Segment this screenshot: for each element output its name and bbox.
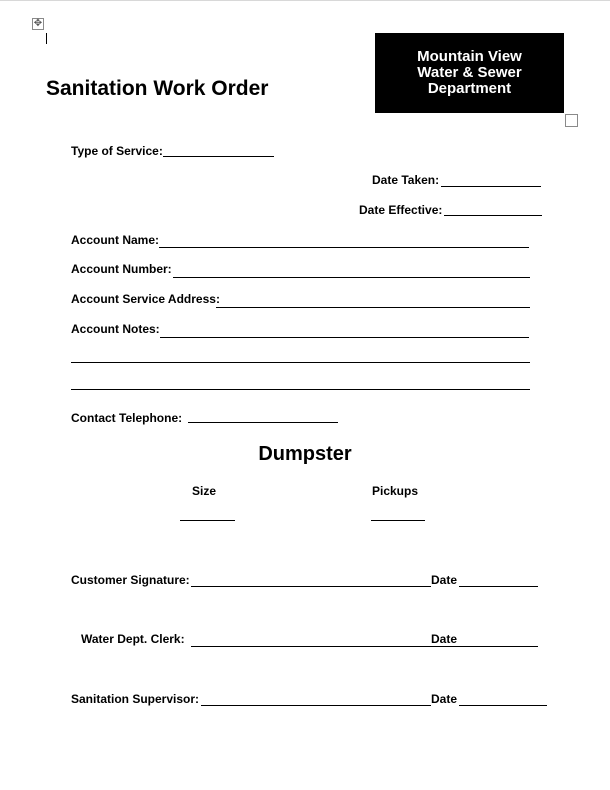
department-line-3: Department — [427, 80, 512, 97]
account-notes-line-2[interactable] — [71, 362, 530, 363]
type-of-service-label: Type of Service: — [71, 144, 163, 158]
account-notes-label: Account Notes: — [71, 322, 160, 336]
account-notes-line-1[interactable] — [160, 337, 529, 338]
contact-telephone-label: Contact Telephone: — [71, 411, 183, 425]
account-service-address-line[interactable] — [216, 307, 530, 308]
move-handle-icon[interactable]: ✥ — [33, 18, 43, 29]
water-dept-clerk-label: Water Dept. Clerk: — [81, 632, 185, 646]
supervisor-date-label: Date — [431, 692, 458, 706]
resize-handle-icon[interactable] — [565, 114, 578, 127]
sanitation-supervisor-label: Sanitation Supervisor: — [71, 692, 200, 706]
account-number-line[interactable] — [173, 277, 530, 278]
size-line[interactable] — [180, 520, 235, 521]
account-number-label: Account Number: — [71, 262, 172, 276]
sanitation-supervisor-line[interactable] — [201, 705, 547, 706]
text-cursor — [46, 33, 47, 44]
date-taken-label: Date Taken: — [372, 173, 440, 187]
contact-telephone-line[interactable] — [188, 422, 338, 423]
account-service-address-label: Account Service Address: — [71, 292, 220, 306]
customer-signature-line[interactable] — [191, 586, 538, 587]
water-dept-clerk-line[interactable] — [191, 646, 538, 647]
type-of-service-line[interactable] — [163, 156, 274, 157]
dumpster-heading: Dumpster — [258, 443, 352, 465]
customer-date-label: Date — [431, 573, 458, 587]
pickups-line[interactable] — [371, 520, 425, 521]
date-effective-line[interactable] — [444, 215, 542, 216]
date-taken-line[interactable] — [441, 186, 541, 187]
clerk-date-label: Date — [431, 632, 458, 646]
department-line-1: Mountain View — [417, 48, 522, 65]
size-label: Size — [191, 484, 216, 498]
page-top-border — [0, 0, 610, 1]
date-effective-label: Date Effective: — [359, 203, 443, 217]
account-name-line[interactable] — [159, 247, 529, 248]
customer-signature-label: Customer Signature: — [71, 573, 190, 587]
page-title: Sanitation Work Order — [46, 77, 269, 100]
department-box — [375, 33, 564, 113]
account-notes-line-3[interactable] — [71, 389, 530, 390]
account-name-label: Account Name: — [71, 233, 160, 247]
department-line-2: Water & Sewer — [417, 64, 522, 81]
pickups-label: Pickups — [371, 484, 419, 498]
